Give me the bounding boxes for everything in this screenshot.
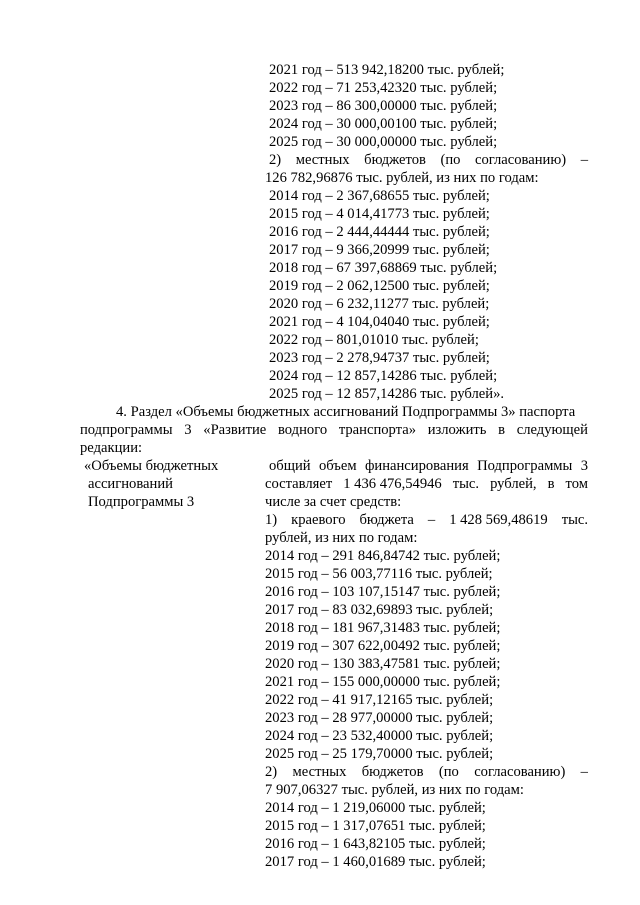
- word: подпрограммы: [80, 422, 173, 438]
- regional-heading: [265, 511, 588, 529]
- top-local-year: 2018 год – 67 397,68869 тыс. рублей;: [269, 260, 498, 276]
- word: –: [580, 764, 588, 780]
- table-intro-line-2: [265, 475, 588, 493]
- regional-year: 2022 год – 41 917,12165 тыс. рублей;: [265, 692, 494, 708]
- word: бюджета: [359, 512, 414, 528]
- table-label-line: ассигнований: [88, 476, 173, 492]
- top-year-line: 2025 год – 30 000,00000 тыс. рублей;: [269, 134, 498, 150]
- top-local-year: 2020 год – 6 232,11277 тыс. рублей;: [269, 296, 490, 312]
- word: бюджетов: [361, 764, 424, 780]
- table-label-line: «Объемы бюджетных: [84, 458, 219, 474]
- word: 2): [265, 764, 278, 780]
- regional-year: 2019 год – 307 622,00492 тыс. рублей;: [265, 638, 501, 654]
- top-year-line: 2024 год – 30 000,00100 тыс. рублей;: [269, 116, 498, 132]
- word: согласованию): [475, 152, 567, 168]
- word: том: [565, 476, 588, 492]
- word: 1 428 569,48619: [449, 512, 548, 528]
- regional-year: 2017 год – 83 032,69893 тыс. рублей;: [265, 602, 494, 618]
- top-local-year: 2016 год – 2 444,44444 тыс. рублей;: [269, 224, 490, 240]
- word: краевого: [291, 512, 346, 528]
- regional-year: 2014 год – 291 846,84742 тыс. рублей;: [265, 548, 501, 564]
- word: «Развитие: [203, 422, 267, 438]
- table-intro-line-1: [269, 457, 588, 475]
- word: транспорта»: [338, 422, 416, 438]
- section-4-line-3: редакции:: [80, 440, 143, 456]
- word: 3: [184, 422, 192, 438]
- top-local-year: 2019 год – 2 062,12500 тыс. рублей;: [269, 278, 490, 294]
- table-intro-line-3: числе за счет средств:: [265, 494, 402, 510]
- table-local-year: 2017 год – 1 460,01689 тыс. рублей;: [265, 854, 486, 870]
- word: местных: [292, 764, 347, 780]
- word: (по: [440, 152, 461, 168]
- top-local-year: 2022 год – 801,01010 тыс. рублей;: [269, 332, 479, 348]
- word: –: [427, 512, 436, 528]
- section-4-line-2: [80, 421, 588, 439]
- section-4-line-1: 4. Раздел «Объемы бюджетных ассигнований Подпрограммы 3» паспорта: [116, 404, 576, 420]
- word: –: [580, 152, 588, 168]
- word: бюджетов: [364, 152, 426, 168]
- word: в: [498, 422, 506, 438]
- word: 1 436 476,54946: [343, 476, 442, 492]
- word: 3: [580, 458, 588, 474]
- table-local-year: 2014 год – 1 219,06000 тыс. рублей;: [265, 800, 486, 816]
- word: объем: [318, 458, 357, 474]
- word: Подпрограммы: [477, 458, 573, 474]
- regional-year: 2018 год – 181 967,31483 тыс. рублей;: [265, 620, 501, 636]
- regional-year: 2015 год – 56 003,77116 тыс. рублей;: [265, 566, 493, 582]
- word: составляет: [265, 476, 333, 492]
- table-label-line: Подпрограммы 3: [88, 494, 195, 510]
- word: общий: [269, 458, 311, 474]
- top-year-line: 2021 год – 513 942,18200 тыс. рублей;: [269, 62, 505, 78]
- word: следующей: [516, 422, 588, 438]
- regional-year: 2023 год – 28 977,00000 тыс. рублей;: [265, 710, 494, 726]
- regional-year: 2024 год – 23 532,40000 тыс. рублей;: [265, 728, 494, 744]
- regional-year: 2025 год – 25 179,70000 тыс. рублей;: [265, 746, 494, 762]
- top-local-year: 2015 год – 4 014,41773 тыс. рублей;: [269, 206, 490, 222]
- word: местных: [295, 152, 350, 168]
- top-local-year: 2025 год – 12 857,14286 тыс. рублей».: [269, 386, 505, 402]
- table-local-year: 2016 год – 1 643,82105 тыс. рублей;: [265, 836, 486, 852]
- regional-line-2: рублей, из них по годам:: [265, 530, 418, 546]
- word: водного: [278, 422, 328, 438]
- top-local-year: 2017 год – 9 366,20999 тыс. рублей;: [269, 242, 490, 258]
- top-local-total: 126 782,96876 тыс. рублей, из них по годам:: [265, 170, 539, 186]
- table-local-year: 2015 год – 1 317,07651 тыс. рублей;: [265, 818, 486, 834]
- word: (по: [438, 764, 459, 780]
- regional-year: 2016 год – 103 107,15147 тыс. рублей;: [265, 584, 501, 600]
- word: финансирования: [364, 458, 469, 474]
- top-local-year: 2014 год – 2 367,68655 тыс. рублей;: [269, 188, 490, 204]
- top-local-year: 2023 год – 2 278,94737 тыс. рублей;: [269, 350, 490, 366]
- regional-year: 2020 год – 130 383,47581 тыс. рублей;: [265, 656, 501, 672]
- word: в: [547, 476, 555, 492]
- top-local-year: 2024 год – 12 857,14286 тыс. рублей;: [269, 368, 498, 384]
- top-local-year: 2021 год – 4 104,04040 тыс. рублей;: [269, 314, 490, 330]
- table-local-total: 7 907,06327 тыс. рублей, из них по годам:: [265, 782, 524, 798]
- word: рублей,: [490, 476, 537, 492]
- table-local-heading: [265, 763, 588, 781]
- regional-year: 2021 год – 155 000,00000 тыс. рублей;: [265, 674, 501, 690]
- word: тыс.: [561, 512, 588, 528]
- word: согласованию): [474, 764, 566, 780]
- top-local-heading: [269, 151, 588, 169]
- word: 2): [269, 152, 282, 168]
- top-year-line: 2022 год – 71 253,42320 тыс. рублей;: [269, 80, 498, 96]
- word: тыс.: [452, 476, 480, 492]
- word: 1): [265, 512, 278, 528]
- word: изложить: [427, 422, 487, 438]
- top-year-line: 2023 год – 86 300,00000 тыс. рублей;: [269, 98, 498, 114]
